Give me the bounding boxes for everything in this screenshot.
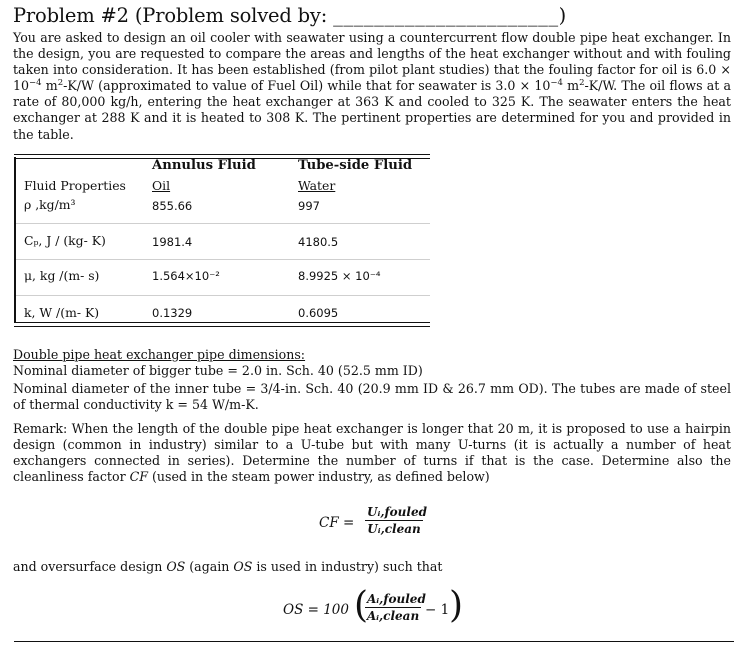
right-paren: ) <box>449 585 464 626</box>
fluid-oil: Oil <box>152 178 171 193</box>
os-denominator: Aᵢ,clean <box>366 609 420 623</box>
row-separator <box>16 259 430 260</box>
fluid-water: Water <box>298 178 336 193</box>
table-left-border <box>14 157 16 322</box>
header-tube-side-fluid: Tube-side Fluid <box>298 158 413 173</box>
oil-viscosity: 1.564×10⁻² <box>152 269 220 283</box>
table-bottom-rule <box>14 322 430 327</box>
row-separator <box>16 223 430 224</box>
oil-conductivity: 0.1329 <box>152 306 193 320</box>
solver-name-blank: ______________________) <box>333 4 567 27</box>
bottom-rule <box>14 641 734 642</box>
problem-statement: You are asked to design an oil cooler with seawater using a countercurrent flow double pipe heat exchanger. In the design, you are requested to compare the areas and lengths of the heat exchanger without and with fouling taken into consideration. It has been established (from pilot plant studies) that the fouling factor for oil is $6.0 \times 10^{-4}$ $m^2-K/W$ (approximated to value of Fuel Oil) while that for seawater is $3.0 \times 10^{-4}$ $m^2-K/W$. The oil flows at a rate of 80,000 kg/h, entering the heat exchanger at 363 K and cooled to 325 K. The seawater enters the heat exchanger at 288 K and it is heated to 308 K. The pertinent properties are determined for you and provided in the table. <box>13 30 732 142</box>
cf-numerator: Uᵢ,fouled <box>367 505 427 519</box>
remark-paragraph: Remark: When the length of the double pipe heat exchanger is longer that 20 m, it is proposed to use a hairpin design (common in industry) similar to a U-tube but with many U-turns (it is actually a number of heat exchangers connected in series). Determine the number of turns if that is the case. Determine also the cleanliness factor CF (used in the steam power industry, as defined below) <box>13 421 731 485</box>
problem-title <box>13 4 567 27</box>
row-separator <box>16 295 430 296</box>
cf-fraction <box>365 505 427 536</box>
os-fraction <box>365 592 426 623</box>
prop-density: ρ ,kg/m³ <box>24 197 76 212</box>
header-annulus-fluid: Annulus Fluid <box>152 158 256 173</box>
cf-denominator: Uᵢ,clean <box>367 522 421 536</box>
prop-conductivity: k, W /(m- K) <box>24 305 100 320</box>
inner-tube-spec: Nominal diameter of the inner tube = 3/4-in. Sch. 40 (20.9 mm ID & 26.7 mm OD). The tubes are made of steel of thermal conductivity k = 54 W/m-K. <box>13 381 731 413</box>
os-minus-one: − 1 <box>425 602 450 618</box>
os-numerator: Aᵢ,fouled <box>367 592 426 606</box>
oil-density: 855.66 <box>152 199 193 213</box>
water-viscosity: 8.9925 × 10⁻⁴ <box>298 269 381 283</box>
cf-lhs: CF = <box>319 515 355 531</box>
os-lhs: OS = 100 <box>283 602 349 618</box>
prop-viscosity: μ, kg /(m- s) <box>24 268 100 283</box>
oversurface-sentence: and oversurface design OS (again OS is used in industry) such that <box>13 559 443 574</box>
bigger-tube-spec: Nominal diameter of bigger tube = 2.0 in. Sch. 40 (52.5 mm ID) <box>13 363 423 378</box>
prop-heat-capacity: Cₚ, J / (kg- K) <box>24 233 106 248</box>
water-heat-capacity: 4180.5 <box>298 235 339 249</box>
dimensions-heading: Double pipe heat exchanger pipe dimensions: <box>13 347 306 362</box>
fluid-properties-label: Fluid Properties <box>24 178 126 193</box>
water-density: 997 <box>298 199 320 213</box>
left-paren: ( <box>354 585 369 626</box>
problem-label: Problem #2 (Problem solved by: <box>13 4 328 27</box>
water-conductivity: 0.6095 <box>298 306 339 320</box>
oil-heat-capacity: 1981.4 <box>152 235 193 249</box>
